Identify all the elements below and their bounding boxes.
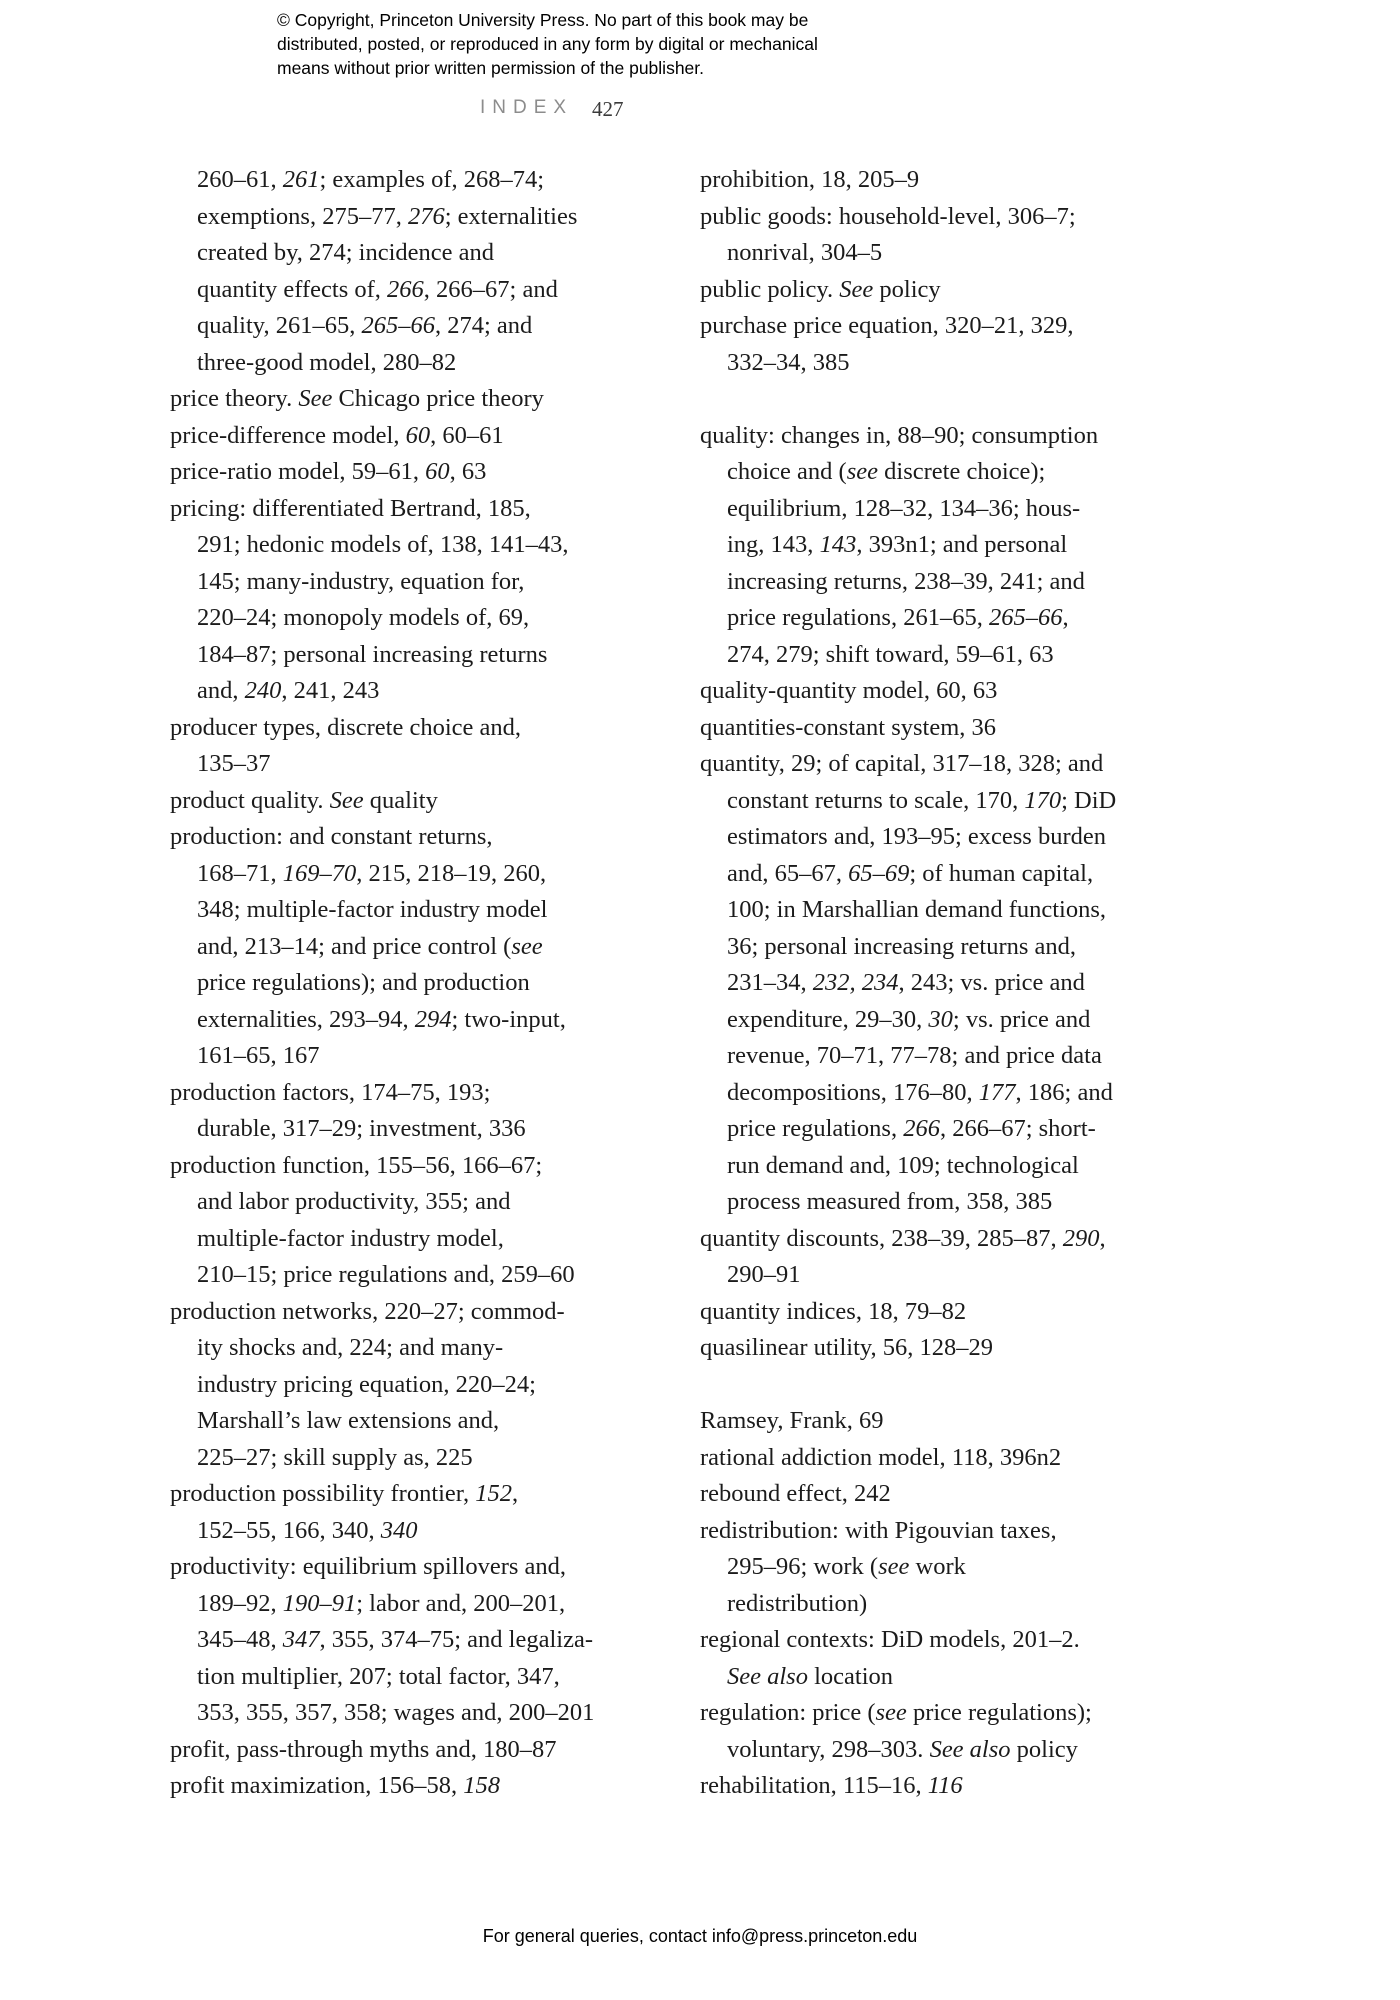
index-text: 220–24; monopoly models of, 69, <box>197 604 530 631</box>
index-text: ; examples of, 268–74; <box>319 166 545 193</box>
index-text: quality: changes in, 88–90; consumption <box>700 421 1099 449</box>
index-text-italic: 60 <box>425 458 450 485</box>
index-line <box>700 454 1260 491</box>
index-text: 152–55, 166, 340, <box>197 1516 381 1544</box>
index-text: 168–71, <box>197 859 283 887</box>
index-text: and, <box>197 677 245 704</box>
index-text: 353, 355, 357, 358; wages and, 200–201 <box>197 1699 595 1726</box>
index-text: 100; in Marshallian demand functions, <box>727 896 1106 923</box>
index-text: 189–92, <box>197 1589 283 1617</box>
index-text: expenditure, 29–30, <box>727 1005 929 1033</box>
index-text-italic: See also <box>727 1662 808 1690</box>
index-line <box>170 1695 690 1732</box>
index-text: , 355, 374–75; and legaliza- <box>319 1626 594 1653</box>
index-text: quality, 261–65, <box>197 312 362 339</box>
index-line <box>700 491 1260 528</box>
index-text: , 393n1; and personal <box>856 531 1068 558</box>
index-column-right <box>700 162 1260 1805</box>
index-text: process measured from, 358, 385 <box>727 1188 1053 1215</box>
index-line <box>170 1221 690 1258</box>
index-line <box>700 1622 1260 1659</box>
index-text: Chicago price theory <box>332 385 544 412</box>
index-line <box>700 637 1260 674</box>
index-text: 274, 279; shift toward, 59–61, 63 <box>727 640 1054 668</box>
index-line <box>170 1367 690 1404</box>
index-text: rebound effect, 242 <box>700 1480 891 1507</box>
index-line <box>700 1659 1260 1696</box>
index-line <box>170 235 690 272</box>
index-text-italic: See <box>298 385 333 412</box>
index-line <box>700 673 1260 710</box>
index-text: quantity indices, 18, 79–82 <box>700 1297 967 1325</box>
index-text: quantity, 29; of capital, 317–18, 328; and <box>700 750 1104 777</box>
index-text: revenue, 70–71, 77–78; and price data <box>727 1042 1102 1069</box>
index-text: product quality. <box>170 786 330 814</box>
index-line <box>700 1695 1260 1732</box>
index-line <box>170 527 690 564</box>
index-text-italic: 232, 234 <box>812 969 899 996</box>
index-line <box>170 308 690 345</box>
index-line <box>170 1513 690 1550</box>
index-line <box>170 746 690 783</box>
index-text: ; vs. price and <box>952 1005 1091 1033</box>
index-line <box>170 1732 690 1769</box>
index-text: industry pricing equation, 220–24; <box>197 1370 536 1398</box>
index-text: price regulations); <box>906 1699 1092 1726</box>
index-text: policy <box>873 275 941 303</box>
index-line <box>700 1549 1260 1586</box>
index-line <box>700 965 1260 1002</box>
index-text: tion multiplier, 207; total factor, 347, <box>197 1662 560 1690</box>
index-text: 345–48, <box>197 1626 283 1653</box>
index-line <box>170 892 690 929</box>
index-text: profit maximization, 156–58, <box>170 1772 464 1799</box>
index-text: Ramsey, Frank, 69 <box>700 1407 884 1434</box>
index-line <box>700 1075 1260 1112</box>
index-text: quantity effects of, <box>197 275 388 303</box>
index-line <box>700 1221 1260 1258</box>
index-line <box>170 783 690 820</box>
index-line <box>700 1002 1260 1039</box>
index-line <box>170 1440 690 1477</box>
index-text-italic: 265–66 <box>361 312 435 339</box>
index-line <box>170 345 690 382</box>
index-text: ; externalities <box>444 202 578 230</box>
index-text-italic: 116 <box>927 1772 963 1799</box>
index-text-italic: see <box>511 932 543 960</box>
index-line <box>170 1148 690 1185</box>
index-text: , 266–67; and <box>423 275 558 303</box>
index-text: , <box>1062 604 1069 631</box>
index-text: 348; multiple-factor industry model <box>197 896 548 923</box>
index-line <box>170 1659 690 1696</box>
index-text: , 186; and <box>1015 1078 1113 1106</box>
index-line <box>700 710 1260 747</box>
index-line <box>700 783 1260 820</box>
copyright-notice <box>277 8 818 80</box>
index-text: , <box>511 1480 519 1507</box>
index-text: regional contexts: DiD models, 201–2. <box>700 1626 1080 1653</box>
index-text: , <box>1099 1224 1106 1252</box>
index-line <box>700 1476 1260 1513</box>
index-line <box>700 308 1260 345</box>
index-text: , 241, 243 <box>281 677 380 704</box>
index-line <box>170 418 690 455</box>
index-line <box>700 1148 1260 1185</box>
index-text: price regulations, 261–65, <box>727 604 989 631</box>
index-text: 291; hedonic models of, 138, 141–43, <box>197 531 569 558</box>
index-line <box>170 1294 690 1331</box>
index-text: nonrival, 304–5 <box>727 239 883 266</box>
index-line <box>170 564 690 601</box>
index-line <box>700 272 1260 309</box>
index-text-italic: 266 <box>387 275 424 303</box>
index-line <box>170 1330 690 1367</box>
index-line <box>700 1111 1260 1148</box>
index-text: price regulations, <box>727 1115 904 1142</box>
index-line <box>170 1257 690 1294</box>
index-text: choice and ( <box>727 458 847 485</box>
index-text: public goods: household-level, 306–7; <box>700 202 1076 230</box>
index-text: ; two-input, <box>451 1005 566 1033</box>
index-line <box>170 819 690 856</box>
index-line <box>170 1622 690 1659</box>
index-text: and, 213–14; and price control ( <box>197 932 512 960</box>
index-text: quasilinear utility, 56, 128–29 <box>700 1334 994 1361</box>
index-text: production function, 155–56, 166–67; <box>170 1151 543 1179</box>
index-text: voluntary, 298–303. <box>727 1735 930 1763</box>
index-text-italic: 266 <box>903 1115 940 1142</box>
index-text-italic: 158 <box>463 1772 501 1799</box>
index-text: 332–34, 385 <box>727 348 850 376</box>
index-text: run demand and, 109; technological <box>727 1151 1079 1179</box>
index-line <box>170 600 690 637</box>
index-line <box>700 235 1260 272</box>
index-text-italic: 190–91 <box>282 1589 357 1617</box>
index-line <box>170 673 690 710</box>
index-line <box>700 1184 1260 1221</box>
index-text-italic: See <box>329 786 364 814</box>
index-text: equilibrium, 128–32, 134–36; hous- <box>727 494 1081 522</box>
index-text: pricing: differentiated Bertrand, 185, <box>170 494 531 522</box>
index-line <box>700 418 1260 455</box>
footer-contact: For general queries, contact info@press.princeton.edu <box>482 1926 918 1946</box>
index-text-italic: see <box>846 458 879 485</box>
index-line <box>700 1403 1260 1440</box>
index-column-left <box>170 162 690 1805</box>
index-text-italic: 290 <box>1062 1224 1100 1252</box>
index-text: , 60–61 <box>430 421 504 449</box>
index-line <box>170 965 690 1002</box>
index-text: ; of human capital, <box>909 859 1094 887</box>
index-line <box>700 929 1260 966</box>
index-line <box>170 491 690 528</box>
index-text: price-difference model, <box>170 421 406 449</box>
index-line <box>700 1732 1260 1769</box>
copyright-line: © Copyright, Princeton University Press. No part of this book may be <box>277 10 809 30</box>
index-text: policy <box>1010 1735 1078 1763</box>
index-text: ; labor and, 200–201, <box>356 1589 566 1617</box>
index-text: , 274; and <box>434 312 533 339</box>
index-text: 145; many-industry, equation for, <box>197 567 525 595</box>
index-text: production: and constant returns, <box>170 823 493 850</box>
copyright-line: means without prior written permission of the publisher. <box>277 58 705 78</box>
index-text: and, 65–67, <box>727 859 849 887</box>
index-text: public policy. <box>700 275 840 303</box>
index-text-italic: 30 <box>928 1005 953 1033</box>
index-line <box>700 819 1260 856</box>
index-text-italic: see <box>875 1699 907 1726</box>
index-line <box>170 199 690 236</box>
index-line <box>170 1111 690 1148</box>
index-text: multiple-factor industry model, <box>197 1224 504 1252</box>
index-text: 210–15; price regulations and, 259–60 <box>197 1261 575 1288</box>
index-line <box>170 1768 690 1805</box>
index-text-italic: 65–69 <box>848 859 910 887</box>
index-text: , 63 <box>449 458 487 485</box>
copyright-line: distributed, posted, or reproduced in any form by digital or mechanical <box>277 34 818 54</box>
index-text: externalities, 293–94, <box>197 1005 415 1033</box>
index-text: 290–91 <box>727 1261 801 1288</box>
index-line <box>700 162 1260 199</box>
index-line <box>700 1513 1260 1550</box>
index-text: production networks, 220–27; commod- <box>170 1297 565 1325</box>
index-text: decompositions, 176–80, <box>727 1078 979 1106</box>
index-text-italic: 261 <box>282 166 320 193</box>
index-line <box>700 1294 1260 1331</box>
index-text: quantities-constant system, 36 <box>700 713 996 741</box>
index-text-italic: 340 <box>380 1516 418 1544</box>
index-text-italic: 265–66 <box>988 604 1063 631</box>
index-text: rehabilitation, 115–16, <box>700 1772 928 1799</box>
index-text: , 215, 218–19, 260, <box>356 859 547 887</box>
index-text: ing, 143, <box>727 531 820 558</box>
index-line <box>700 856 1260 893</box>
index-text: discrete choice); <box>878 458 1046 485</box>
index-text-italic: See <box>839 275 874 303</box>
index-line <box>700 600 1260 637</box>
index-line <box>700 1038 1260 1075</box>
index-text: work <box>909 1553 966 1580</box>
index-line <box>170 637 690 674</box>
index-line <box>700 1257 1260 1294</box>
index-text: 161–65, 167 <box>197 1042 320 1069</box>
index-text: 231–34, <box>727 969 813 996</box>
index-line <box>170 1184 690 1221</box>
index-text: redistribution) <box>727 1589 868 1617</box>
index-text-italic: 60 <box>405 421 431 449</box>
index-text: estimators and, 193–95; excess burden <box>727 823 1106 850</box>
index-text: 225–27; skill supply as, 225 <box>197 1443 473 1471</box>
index-text: price-ratio model, 59–61, <box>170 458 426 485</box>
index-text: ; DiD <box>1061 786 1117 814</box>
index-line <box>700 1768 1260 1805</box>
index-line <box>170 929 690 966</box>
index-text: production possibility frontier, <box>170 1480 476 1507</box>
index-line <box>700 1440 1260 1477</box>
index-line <box>700 527 1260 564</box>
index-text: ity shocks and, 224; and many- <box>197 1334 504 1361</box>
index-text: profit, pass-through myths and, 180–87 <box>170 1735 557 1763</box>
index-line <box>170 1476 690 1513</box>
index-text: purchase price equation, 320–21, 329, <box>700 312 1074 339</box>
index-text-italic: 294 <box>414 1005 452 1033</box>
index-text: created by, 274; incidence and <box>197 239 495 266</box>
index-text: rational addiction model, 118, 396n2 <box>700 1443 1062 1471</box>
index-line <box>170 1586 690 1623</box>
index-line <box>170 381 690 418</box>
index-text: 36; personal increasing returns and, <box>727 932 1077 960</box>
page-number: 427 <box>592 97 624 121</box>
index-line <box>170 856 690 893</box>
index-text: three-good model, 280–82 <box>197 348 457 376</box>
index-text: exemptions, 275–77, <box>197 202 408 230</box>
index-text: , 243; vs. price and <box>898 969 1085 996</box>
index-text: constant returns to scale, 170, <box>727 786 1025 814</box>
index-text: increasing returns, 238–39, 241; and <box>727 567 1085 595</box>
index-text: Marshall’s law extensions and, <box>197 1407 500 1434</box>
index-text: location <box>807 1662 894 1690</box>
index-text: quantity discounts, 238–39, 285–87, <box>700 1224 1063 1252</box>
index-text: price regulations); and production <box>197 969 530 996</box>
index-text-italic: 169–70 <box>282 859 357 887</box>
index-text: productivity: equilibrium spillovers and, <box>170 1553 567 1580</box>
index-line <box>170 1002 690 1039</box>
index-text: quality <box>363 786 438 814</box>
index-line <box>170 162 690 199</box>
index-line <box>170 1403 690 1440</box>
index-text-italic: 276 <box>407 202 445 230</box>
index-text-italic: 143 <box>819 531 857 558</box>
index-text-italic: 347 <box>282 1626 320 1653</box>
index-line <box>170 454 690 491</box>
index-text: redistribution: with Pigouvian taxes, <box>700 1516 1057 1544</box>
index-line <box>170 1075 690 1112</box>
index-text: 260–61, <box>197 166 283 193</box>
index-line <box>170 1038 690 1075</box>
index-text: producer types, discrete choice and, <box>170 713 522 741</box>
index-text: prohibition, 18, 205–9 <box>700 166 920 193</box>
index-text: durable, 317–29; investment, 336 <box>197 1115 526 1142</box>
index-line <box>170 1549 690 1586</box>
index-text-italic: See also <box>929 1735 1011 1763</box>
index-line <box>700 1586 1260 1623</box>
page-title: INDEX <box>480 97 574 118</box>
index-line <box>700 746 1260 783</box>
index-text: quality-quantity model, 60, 63 <box>700 677 998 704</box>
running-head <box>0 97 1400 127</box>
index-text-italic: 170 <box>1024 786 1062 814</box>
index-text: price theory. <box>170 385 299 412</box>
index-line <box>700 1330 1260 1367</box>
index-text-italic: 152 <box>475 1480 512 1507</box>
index-line <box>700 345 1260 382</box>
index-text-italic: 177 <box>978 1078 1016 1106</box>
index-text: , 266–67; short- <box>939 1115 1096 1142</box>
index-line <box>700 199 1260 236</box>
index-blank-line <box>700 1367 1260 1404</box>
index-text: 184–87; personal increasing returns <box>197 640 548 668</box>
index-line <box>170 272 690 309</box>
index-line <box>700 564 1260 601</box>
index-text: 295–96; work ( <box>727 1553 879 1580</box>
index-text: regulation: price ( <box>700 1699 876 1726</box>
index-blank-line <box>700 381 1260 418</box>
index-text-italic: 240 <box>244 677 282 704</box>
index-text-italic: see <box>878 1553 910 1580</box>
index-text: and labor productivity, 355; and <box>197 1188 511 1215</box>
index-line <box>170 710 690 747</box>
index-text: 135–37 <box>197 750 271 777</box>
index-line <box>700 892 1260 929</box>
index-text: production factors, 174–75, 193; <box>170 1078 491 1106</box>
